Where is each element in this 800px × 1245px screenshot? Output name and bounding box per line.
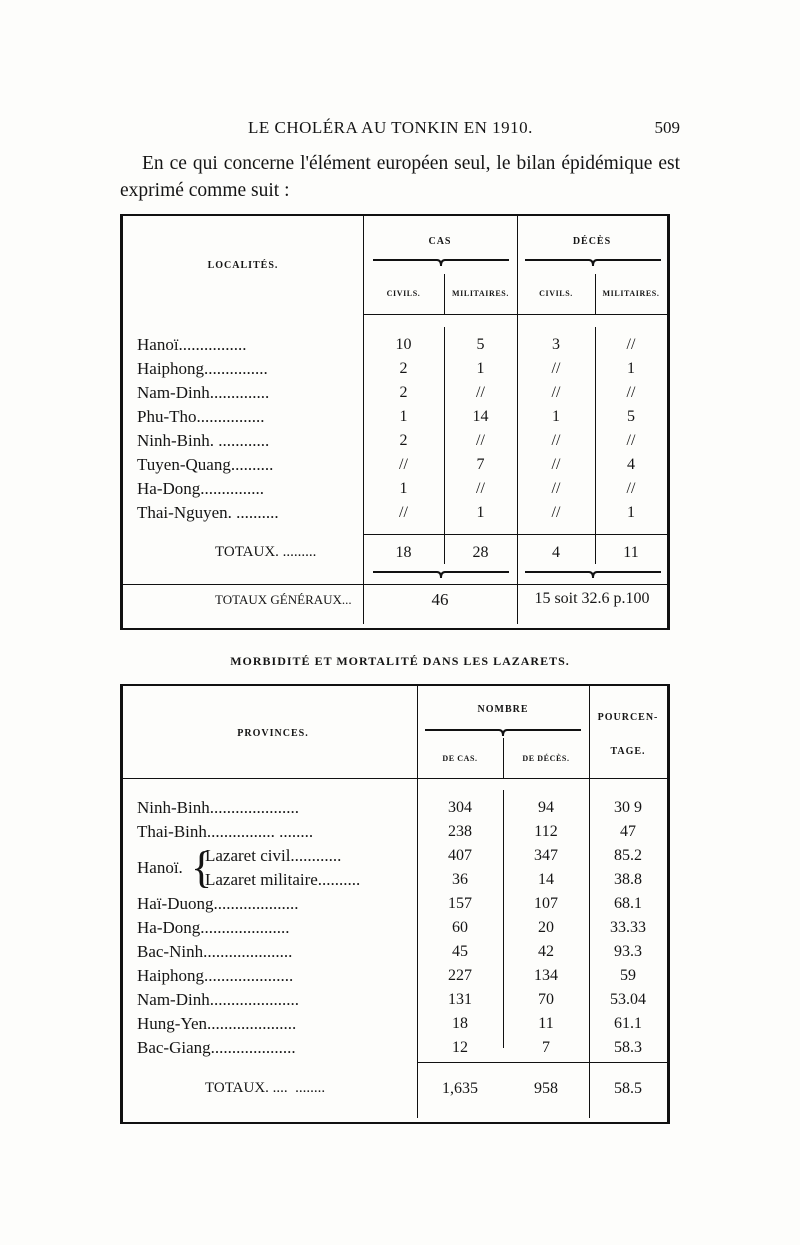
intro-paragraph: En ce qui concerne l'élément européen seul, le bilan épidémique est exprimé comme suit : xyxy=(120,153,680,201)
col-provinces: PROVINCES. xyxy=(237,728,309,739)
sub-de-cas: DE CAS. xyxy=(442,754,478,763)
group-deces: DÉCÈS xyxy=(572,236,612,247)
nombre-brace xyxy=(423,726,583,740)
table2-title: MORBIDITÉ ET MORTALITÉ DANS LES LAZARETS. xyxy=(230,654,570,668)
brace-hanoi: { xyxy=(191,843,213,892)
table-europeans: LOCALITÉS. CAS DÉCÈS CIVILS. MILITAIRES. CIVILS. MILITAIRES. Hanoï................ 10 5 3 // Haiphong............... 2 1 // 1 Nam-Dinh.............. 2 // // // Phu-Tho................ 1 14 1 5 Ninh-Binh. ............ 2 // // // Tuyen-Quang.......... // 7 // 4 Ha-Dong............... 1 // // // Thai-Nguyen. .......... // 1 // 1 TOTAUX. ......... 18 28 4 11 TOTAUX GÉNÉRAUX... 46 15 soit 32.6 p.100 xyxy=(120,214,670,630)
hanoi-label: Hanoï. xyxy=(137,858,183,877)
cas-brace xyxy=(371,256,511,270)
table-lazarets: PROVINCES. NOMBRE DE CAS. DE DÉCÈS. POURCEN- TAGE. Ninh-Binh..................... 304 94 30 9 Thai-Binh................ ........ 238 112 47 Hanoï. { Lazaret civil............ 407 347 85.2 Lazaret militaire.......... 36 14 38.8 Haï-Duong.................... 157 107 68.1 Ha-Dong..................... 60 20 33.33 Bac-Ninh..................... 45 42 93.3 Haiphong..................... 227 134 59 Nam-Dinh..................... 131 70 53.04 Hung-Yen..................... 18 11 61.1 Bac-Giang.................... 12 7 58.3 TOTAUX. .... ........ 1,635 958 58.5 xyxy=(120,684,670,1124)
col-pourcentage-line2: TAGE. xyxy=(610,746,646,757)
sub-cas-militaires: MILITAIRES. xyxy=(452,289,509,298)
deces-brace xyxy=(523,256,663,270)
deces-total-brace xyxy=(523,568,663,582)
group-nombre: NOMBRE xyxy=(477,704,529,715)
group-cas: CAS xyxy=(428,236,452,247)
page-number: 509 xyxy=(654,118,680,137)
sub-deces-civils: CIVILS. xyxy=(539,289,573,298)
sub-cas-civils: CIVILS. xyxy=(386,289,421,298)
sub-de-deces: DE DÉCÈS. xyxy=(522,754,570,763)
col-pourcentage-line1: POURCEN- xyxy=(597,712,659,723)
cas-total-brace xyxy=(371,568,511,582)
running-head xyxy=(120,118,680,142)
running-title: LE CHOLÉRA AU TONKIN EN 1910. xyxy=(248,118,533,137)
col-localites: LOCALITÉS. xyxy=(207,260,279,271)
sub-deces-militaires: MILITAIRES. xyxy=(602,289,660,298)
